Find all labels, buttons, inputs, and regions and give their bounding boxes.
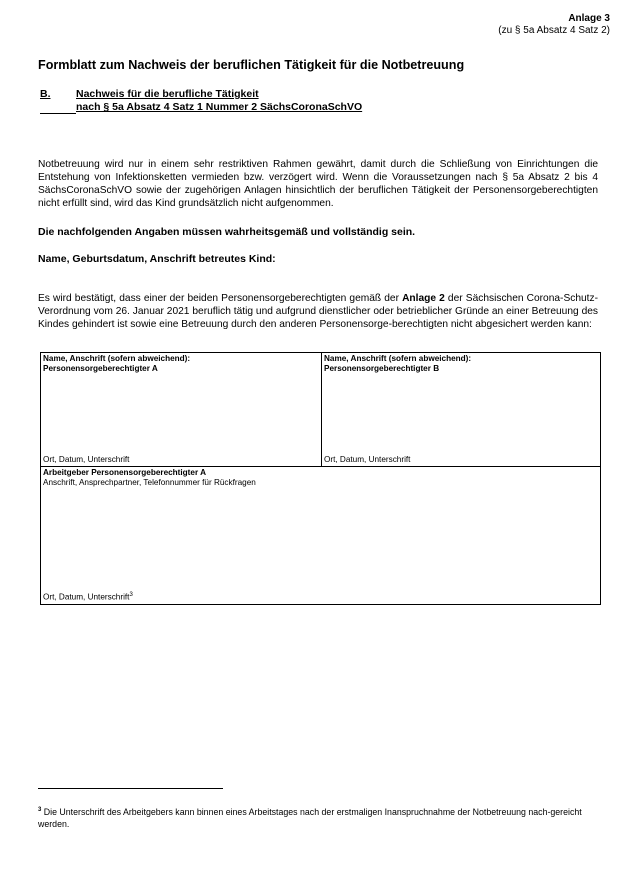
accuracy-notice: Die nachfolgenden Angaben müssen wahrheitsgemäß und vollständig sein. [38, 226, 416, 238]
section-title-line1: Nachweis für die berufliche Tätigkeit [76, 88, 259, 100]
employer-signature-label [43, 592, 133, 602]
employer-contact-label: Anschrift, Ansprechpartner, Telefonnummer für Rückfragen [43, 478, 256, 487]
footnote-divider [38, 788, 223, 789]
guardian-a-signature-label: Ort, Datum, Unterschrift [43, 455, 130, 464]
section-heading [40, 88, 362, 114]
annex-number: Anlage 3 [568, 13, 610, 24]
confirmation-text-2: der Sächsischen Corona-Schutz-Verordnung vom 26. Januar 2021 beruflich tätig und aufgrund dienstlicher oder betrieblicher Gründe an einer Betreuung des Kindes gehindert ist sowie eine Betreuung durch den anderen Personensorge-berechtigten nicht abgesichert werden kann: [38, 293, 598, 330]
guardian-a-box[interactable] [40, 352, 322, 467]
footnote-text: Die Unterschrift des Arbeitgebers kann binnen eines Arbeitstages nach der erstmaligen Inanspruchnahme der Notbetreuung nach-gereicht werden. [38, 806, 582, 829]
form-title: Formblatt zum Nachweis der beruflichen Tätigkeit für die Notbetreuung [38, 58, 465, 72]
employer-signature-text: Ort, Datum, Unterschrift [43, 593, 130, 602]
footnote-ref-mark: 3 [129, 592, 133, 599]
annex-header [498, 13, 610, 37]
guardian-a-name-label: Name, Anschrift (sofern abweichend): [43, 354, 191, 363]
confirmation-annex-ref: Anlage 2 [402, 293, 445, 304]
confirmation-paragraph [38, 292, 598, 331]
section-title-line2: nach § 5a Absatz 4 Satz 1 Nummer 2 SächsCoronaSchVO [76, 101, 363, 113]
annex-reference: (zu § 5a Absatz 4 Satz 2) [498, 25, 610, 36]
section-letter: B. [40, 88, 51, 100]
guardian-b-box[interactable] [321, 352, 601, 467]
employer-box[interactable] [40, 466, 601, 605]
guardian-b-role-label: Personensorgeberechtigter B [324, 364, 440, 373]
section-underline-pad [40, 101, 76, 114]
footnote [38, 804, 598, 830]
footnote-mark: 3 [38, 807, 42, 813]
guardian-b-name-label: Name, Anschrift (sofern abweichend): [324, 354, 472, 363]
confirmation-text-1: Es wird bestätigt, dass einer der beiden Personensorgeberechtigten gemäß der [38, 293, 403, 304]
guardian-b-signature-label: Ort, Datum, Unterschrift [324, 455, 411, 464]
intro-paragraph: Notbetreuung wird nur in einem sehr restriktiven Rahmen gewährt, damit durch die Schließung von Einrichtungen die Entstehung von Infektionsketten vermieden bzw. verzögert wird. Wenn die Voraussetzungen nach § 5a Absatz 2 bis 4 SächsCoronaSchVO sowie der zugehörigen Anlagen hinsichtlich der beruflichen Tätigkeit der Personensorgeberechtigten nicht erfüllt sind, wird das Kind grundsätzlich nicht aufgenommen. [38, 159, 598, 209]
employer-title-label: Arbeitgeber Personensorgeberechtigter A [43, 468, 207, 477]
child-info-label: Name, Geburtsdatum, Anschrift betreutes Kind: [38, 253, 276, 265]
guardian-a-role-label: Personensorgeberechtigter A [43, 364, 158, 373]
